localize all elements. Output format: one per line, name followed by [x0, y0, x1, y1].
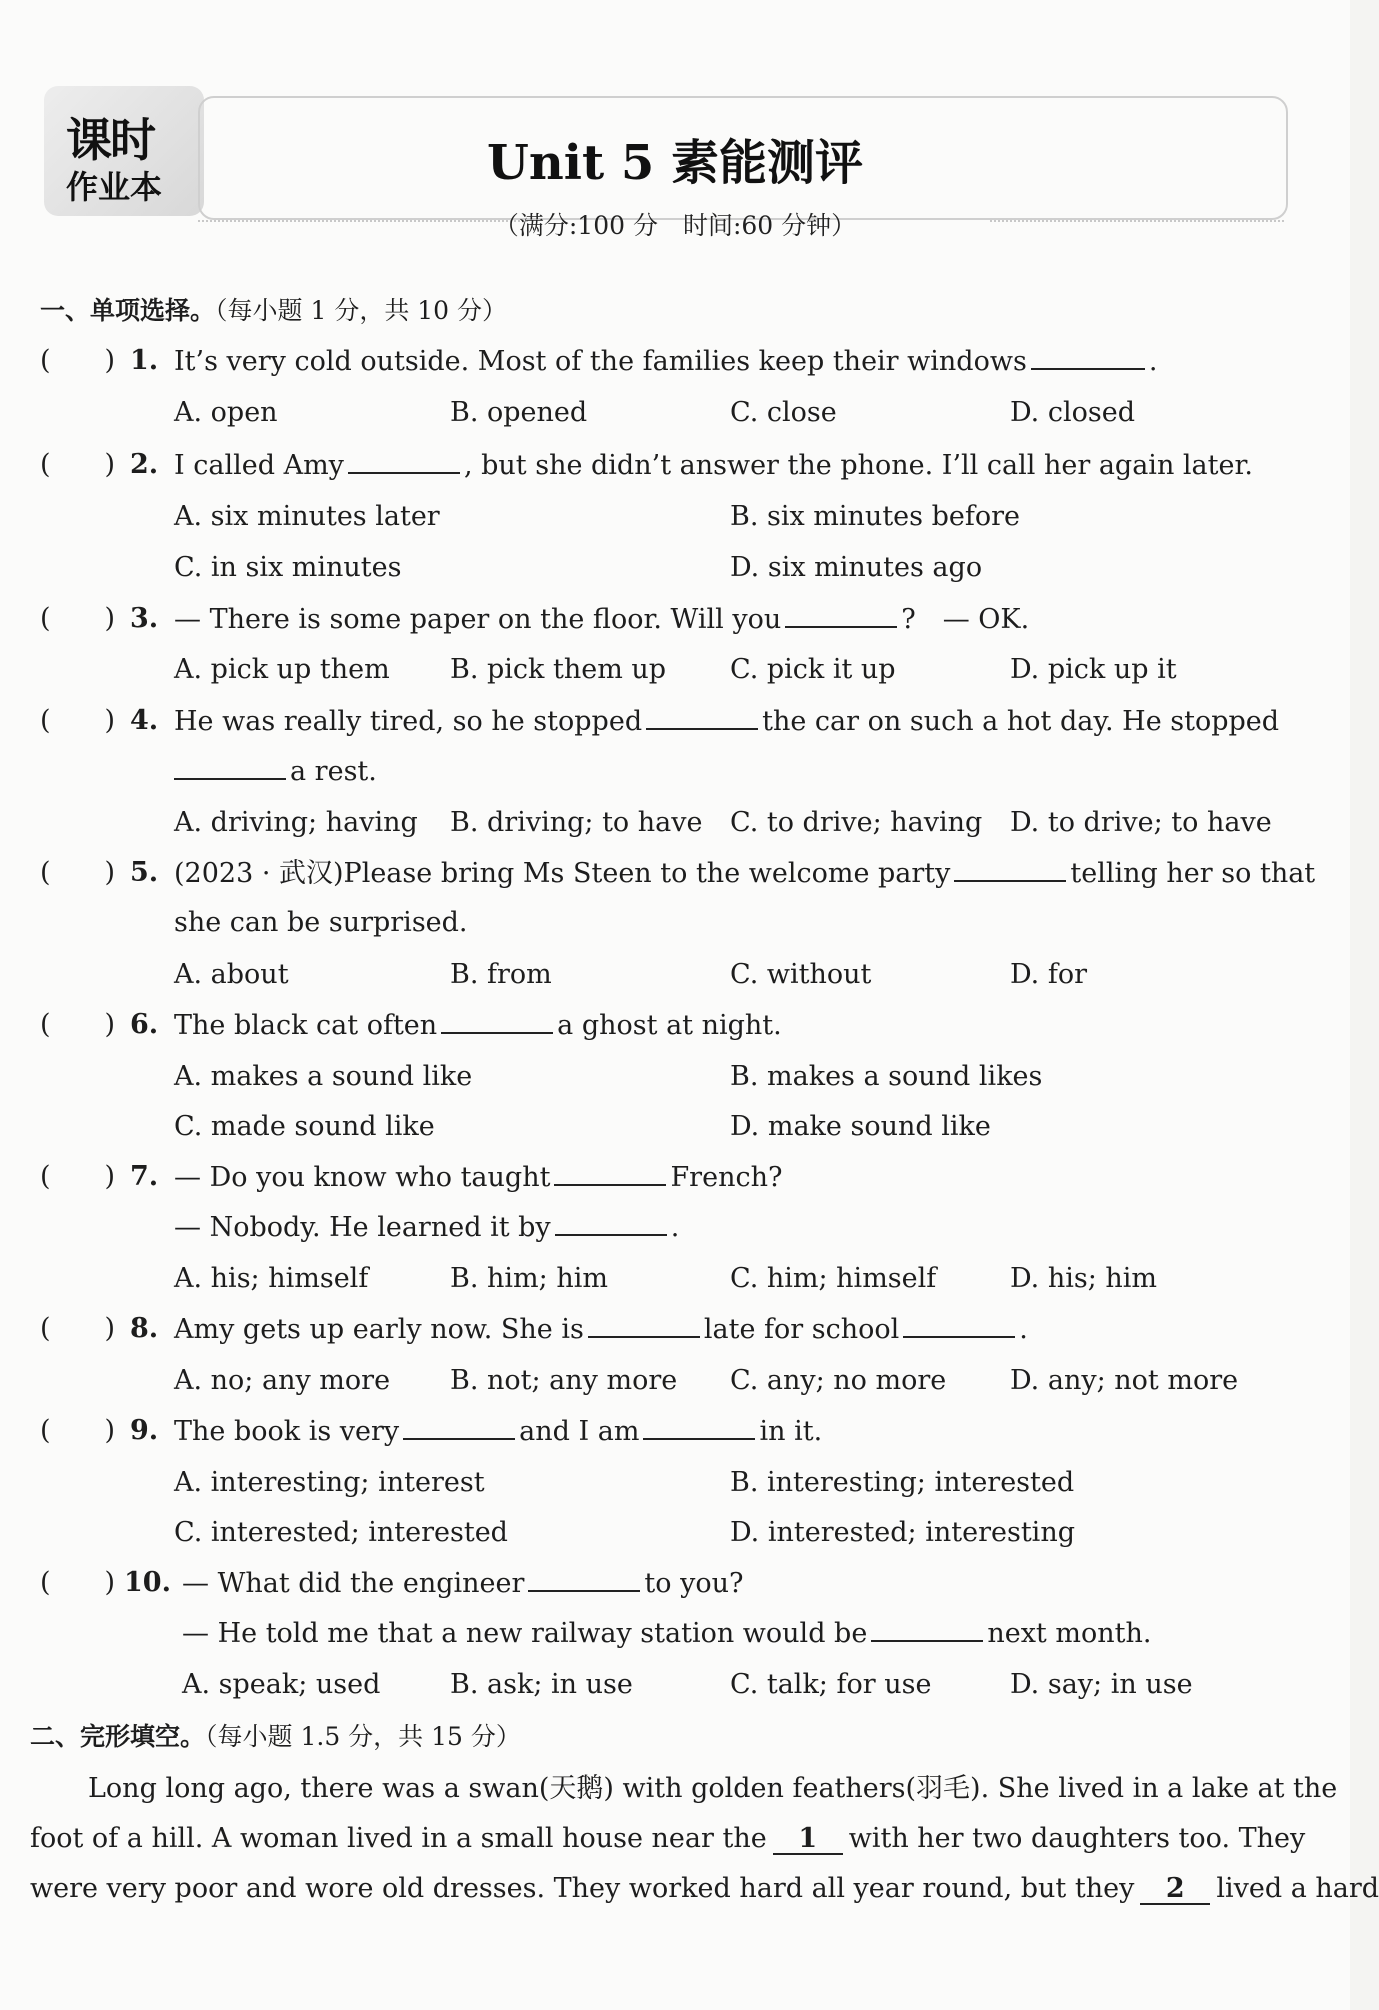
cloze-paragraph-line: Long long ago, there was a swan(天鹅) with golden feathers(羽毛). She lived in a lake at the: [88, 1773, 1338, 1804]
answer-blank[interactable]: [903, 1312, 1015, 1338]
logo-text-bottom: 作业本: [66, 168, 163, 206]
cloze-text: foot of a hill. A woman lived in a small house near the: [30, 1823, 767, 1854]
answer-blank[interactable]: [1031, 344, 1145, 370]
answer-blank[interactable]: [785, 602, 897, 628]
option-a[interactable]: A. pick up them: [174, 654, 390, 685]
option-b[interactable]: B. makes a sound likes: [730, 1061, 1043, 1092]
answer-paren[interactable]: ( ): [40, 705, 116, 736]
answer-blank[interactable]: [348, 448, 460, 474]
question-number: 6.: [130, 1009, 159, 1040]
option-a[interactable]: A. his; himself: [174, 1263, 369, 1294]
option-d[interactable]: D. his; him: [1010, 1263, 1158, 1294]
answer-paren[interactable]: ( ): [40, 1415, 116, 1446]
stem-text: The black cat often: [174, 1010, 438, 1041]
answer-blank[interactable]: [646, 704, 758, 730]
section-title: 一、单项选择。: [40, 296, 216, 325]
question-number: 8.: [130, 1313, 159, 1344]
stem-text: French?: [670, 1162, 783, 1193]
answer-paren[interactable]: ( ): [40, 857, 116, 888]
page-title: Unit 5 素能测评: [487, 135, 863, 191]
option-d[interactable]: D. closed: [1010, 397, 1135, 428]
stem-text: and I am: [519, 1416, 640, 1447]
option-b[interactable]: B. driving; to have: [450, 807, 703, 838]
stem-text: (2023 · 武汉)Please bring Ms Steen to the welcome party: [174, 858, 951, 889]
question-9-stem: [174, 1414, 822, 1449]
question-number: 10.: [124, 1567, 171, 1598]
question-number: 5.: [130, 857, 159, 888]
page-subtitle: （满分:100 分 时间:60 分钟）: [493, 211, 857, 240]
stem-text: I called Amy: [174, 450, 344, 481]
stem-text: — What did the engineer: [182, 1568, 525, 1599]
question-10-stem-cont: [182, 1616, 1151, 1651]
option-c[interactable]: C. talk; for use: [730, 1669, 932, 1700]
question-2-stem: [174, 448, 1253, 483]
answer-blank[interactable]: [555, 1210, 667, 1236]
option-a[interactable]: A. driving; having: [174, 807, 418, 838]
stem-text: He was really tired, so he stopped: [174, 706, 643, 737]
answer-blank[interactable]: [554, 1160, 666, 1186]
question-number: 4.: [130, 705, 159, 736]
option-b[interactable]: B. from: [450, 959, 552, 990]
option-d[interactable]: D. any; not more: [1010, 1365, 1239, 1396]
option-a[interactable]: A. about: [174, 959, 289, 990]
question-4-stem: [174, 704, 1279, 739]
option-d[interactable]: D. for: [1010, 959, 1088, 990]
answer-paren[interactable]: ( ): [40, 1567, 116, 1598]
option-b[interactable]: B. six minutes before: [730, 501, 1020, 532]
answer-paren[interactable]: ( ): [40, 1313, 116, 1344]
answer-paren[interactable]: ( ): [40, 345, 116, 376]
stem-text: telling her so that: [1070, 858, 1316, 889]
option-b[interactable]: B. pick them up: [450, 654, 667, 685]
option-b[interactable]: B. opened: [450, 397, 588, 428]
option-b[interactable]: B. him; him: [450, 1263, 608, 1294]
option-d[interactable]: D. say; in use: [1010, 1669, 1193, 1700]
question-number: 3.: [130, 603, 159, 634]
stem-text: — There is some paper on the floor. Will you: [174, 604, 782, 635]
option-c[interactable]: C. close: [730, 397, 837, 428]
question-7-stem-cont: [174, 1210, 679, 1245]
cloze-paragraph-line: [30, 1822, 1305, 1856]
option-a[interactable]: A. no; any more: [174, 1365, 391, 1396]
stem-text: Amy gets up early now. She is: [174, 1314, 584, 1345]
answer-paren[interactable]: ( ): [40, 603, 116, 634]
option-a[interactable]: A. open: [174, 397, 278, 428]
stem-text: .: [1019, 1314, 1028, 1345]
stem-text: to you?: [644, 1568, 744, 1599]
option-a[interactable]: A. interesting; interest: [174, 1467, 485, 1498]
option-a[interactable]: A. speak; used: [182, 1669, 381, 1700]
answer-paren[interactable]: ( ): [40, 449, 116, 480]
question-10-stem: [182, 1566, 743, 1601]
question-1-stem: [174, 344, 1157, 379]
option-b[interactable]: B. interesting; interested: [730, 1467, 1075, 1498]
option-d[interactable]: D. make sound like: [730, 1111, 991, 1142]
question-6-stem: [174, 1008, 782, 1043]
answer-blank[interactable]: [643, 1414, 755, 1440]
question-number: 1.: [130, 345, 159, 376]
answer-paren[interactable]: ( ): [40, 1009, 116, 1040]
question-5-stem: [174, 856, 1315, 891]
cloze-text: were very poor and wore old dresses. They worked hard all year round, but they: [30, 1873, 1135, 1904]
section-title: 二、完形填空。: [30, 1722, 206, 1751]
question-number: 9.: [130, 1415, 159, 1446]
option-c[interactable]: C. interested; interested: [174, 1517, 508, 1548]
stem-text: .: [670, 1212, 680, 1243]
option-c[interactable]: C. him; himself: [730, 1263, 937, 1294]
question-5-stem-cont: she can be surprised.: [174, 907, 468, 938]
stem-text: the car on such a hot day. He stopped: [762, 706, 1280, 737]
stem-text: .: [1148, 346, 1158, 377]
question-8-stem: [174, 1312, 1028, 1347]
stem-text: — He told me that a new railway station would be: [182, 1618, 868, 1649]
cloze-text: with her two daughters too. They: [848, 1823, 1306, 1854]
section-note: （每小题 1 分，共 10 分）: [215, 296, 508, 325]
option-d[interactable]: D. pick up it: [1010, 654, 1177, 685]
option-d[interactable]: D. to drive; to have: [1010, 807, 1272, 838]
section-heading-cloze: [30, 1720, 521, 1754]
stem-text: — Nobody. He learned it by: [174, 1212, 551, 1243]
option-b[interactable]: B. ask; in use: [450, 1669, 633, 1700]
answer-paren[interactable]: ( ): [40, 1161, 116, 1192]
option-c[interactable]: C. to drive; having: [730, 807, 983, 838]
question-4-stem-cont: [174, 754, 377, 789]
stem-text: late for school: [703, 1314, 900, 1345]
cloze-blank-2[interactable]: 2: [1140, 1875, 1210, 1905]
stem-text: ? — OK.: [901, 604, 1030, 635]
stem-text: It’s very cold outside. Most of the families keep their windows: [174, 346, 1027, 377]
logo-text-top: 课时: [66, 113, 154, 167]
answer-blank[interactable]: [871, 1616, 983, 1642]
option-c[interactable]: C. in six minutes: [174, 552, 402, 583]
answer-blank[interactable]: [588, 1312, 700, 1338]
option-c[interactable]: C. pick it up: [730, 654, 896, 685]
option-b[interactable]: B. not; any more: [450, 1365, 678, 1396]
stem-text: , but she didn’t answer the phone. I’ll call her again later.: [463, 450, 1254, 481]
cloze-blank-1[interactable]: 1: [773, 1825, 843, 1855]
option-c[interactable]: C. made sound like: [174, 1111, 435, 1142]
option-d[interactable]: D. six minutes ago: [730, 552, 983, 583]
stem-text: a rest.: [290, 756, 377, 787]
cloze-text: lived a hard: [1216, 1873, 1379, 1904]
question-3-stem: [174, 602, 1029, 637]
stem-text: next month.: [987, 1618, 1152, 1649]
answer-blank[interactable]: [441, 1008, 553, 1034]
answer-blank[interactable]: [403, 1414, 515, 1440]
section-note: （每小题 1.5 分，共 15 分）: [205, 1722, 521, 1751]
option-d[interactable]: D. interested; interesting: [730, 1517, 1075, 1548]
question-number: 7.: [130, 1161, 159, 1192]
cloze-paragraph-line: [30, 1872, 1379, 1906]
option-c[interactable]: C. without: [730, 959, 872, 990]
section-heading-choice: [40, 294, 507, 328]
option-a[interactable]: A. six minutes later: [174, 501, 440, 532]
subtitle-rule-right: [990, 220, 1284, 222]
answer-blank[interactable]: [174, 754, 286, 780]
question-number: 2.: [130, 449, 159, 480]
stem-text: a ghost at night.: [557, 1010, 782, 1041]
stem-text: — Do you know who taught: [174, 1162, 551, 1193]
answer-blank[interactable]: [954, 856, 1066, 882]
stem-text: The book is very: [174, 1416, 400, 1447]
answer-blank[interactable]: [528, 1566, 640, 1592]
stem-text: in it.: [759, 1416, 823, 1447]
option-c[interactable]: C. any; no more: [730, 1365, 947, 1396]
option-a[interactable]: A. makes a sound like: [174, 1061, 473, 1092]
question-7-stem: [174, 1160, 782, 1195]
